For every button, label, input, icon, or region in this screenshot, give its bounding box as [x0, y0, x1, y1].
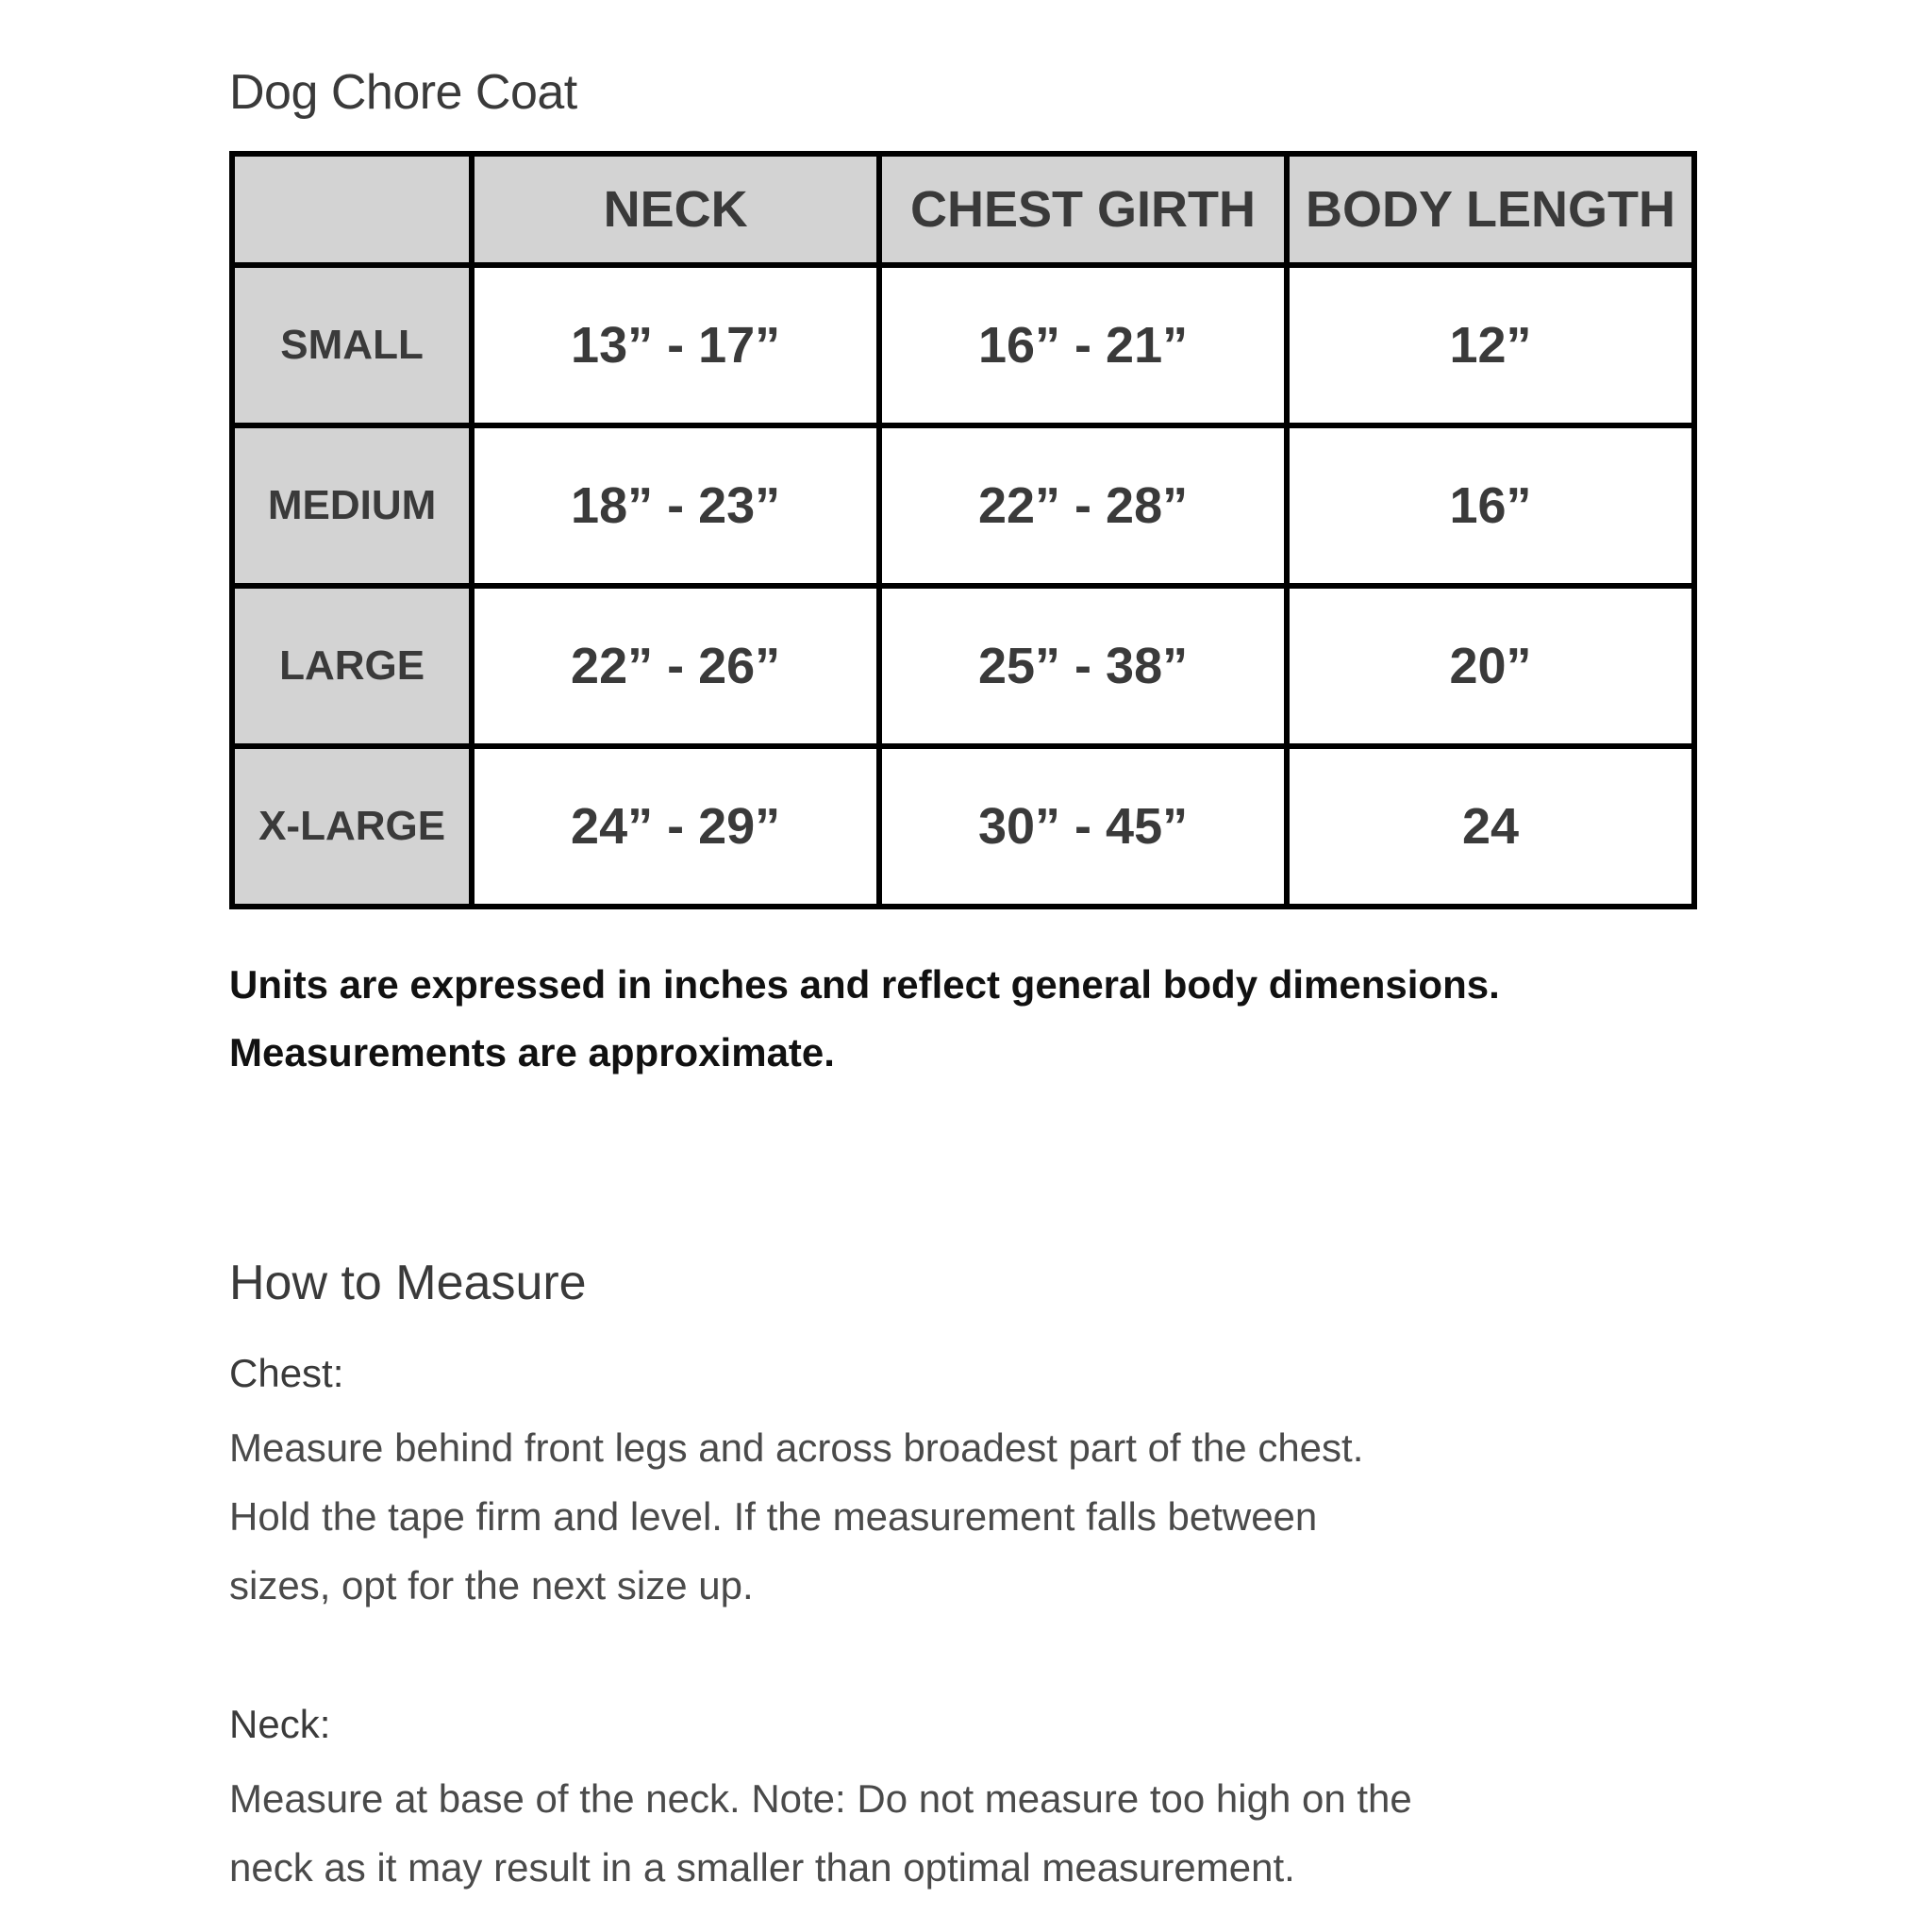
table-row [232, 586, 1694, 746]
chest-instruction-line: Measure behind front legs and across broadest part of the chest. [229, 1425, 1364, 1470]
how-to-measure-heading: How to Measure [229, 1256, 587, 1310]
size-label: X-LARGE [232, 746, 472, 907]
chest-instruction-line: Hold the tape firm and level. If the measurement falls between [229, 1494, 1318, 1539]
units-note-line: Measurements are approximate. [229, 1030, 835, 1074]
size-label: SMALL [232, 265, 472, 425]
neck-value: 22” - 26” [472, 586, 879, 746]
neck-instructions [229, 1764, 1644, 1902]
size-label: LARGE [232, 586, 472, 746]
header-neck: NECK [472, 154, 879, 265]
neck-instruction-line: neck as it may result in a smaller than optimal measurement. [229, 1845, 1295, 1890]
body-length-value: 20” [1287, 586, 1694, 746]
size-label: MEDIUM [232, 425, 472, 586]
chest-value: 30” - 45” [879, 746, 1287, 907]
size-chart-table [229, 151, 1697, 909]
table-row [232, 746, 1694, 907]
chest-label: Chest: [229, 1351, 344, 1395]
neck-instruction-line: Measure at base of the neck. Note: Do not measure too high on the [229, 1776, 1412, 1821]
body-length-value: 24 [1287, 746, 1694, 907]
header-corner-cell [232, 154, 472, 265]
chest-value: 16” - 21” [879, 265, 1287, 425]
chest-instruction-line: sizes, opt for the next size up. [229, 1563, 754, 1607]
body-length-value: 12” [1287, 265, 1694, 425]
neck-label: Neck: [229, 1702, 331, 1746]
table-row [232, 425, 1694, 586]
header-body-length: BODY LENGTH [1287, 154, 1694, 265]
table-row [232, 265, 1694, 425]
body-length-value: 16” [1287, 425, 1694, 586]
units-note-line: Units are expressed in inches and reflect general body dimensions. [229, 962, 1500, 1007]
chest-value: 22” - 28” [879, 425, 1287, 586]
page-title: Dog Chore Coat [229, 65, 577, 120]
neck-value: 24” - 29” [472, 746, 879, 907]
neck-value: 18” - 23” [472, 425, 879, 586]
chest-value: 25” - 38” [879, 586, 1287, 746]
units-note [229, 951, 1644, 1087]
chest-instructions [229, 1413, 1644, 1620]
neck-value: 13” - 17” [472, 265, 879, 425]
table-header-row [232, 154, 1694, 265]
header-chest-girth: CHEST GIRTH [879, 154, 1287, 265]
